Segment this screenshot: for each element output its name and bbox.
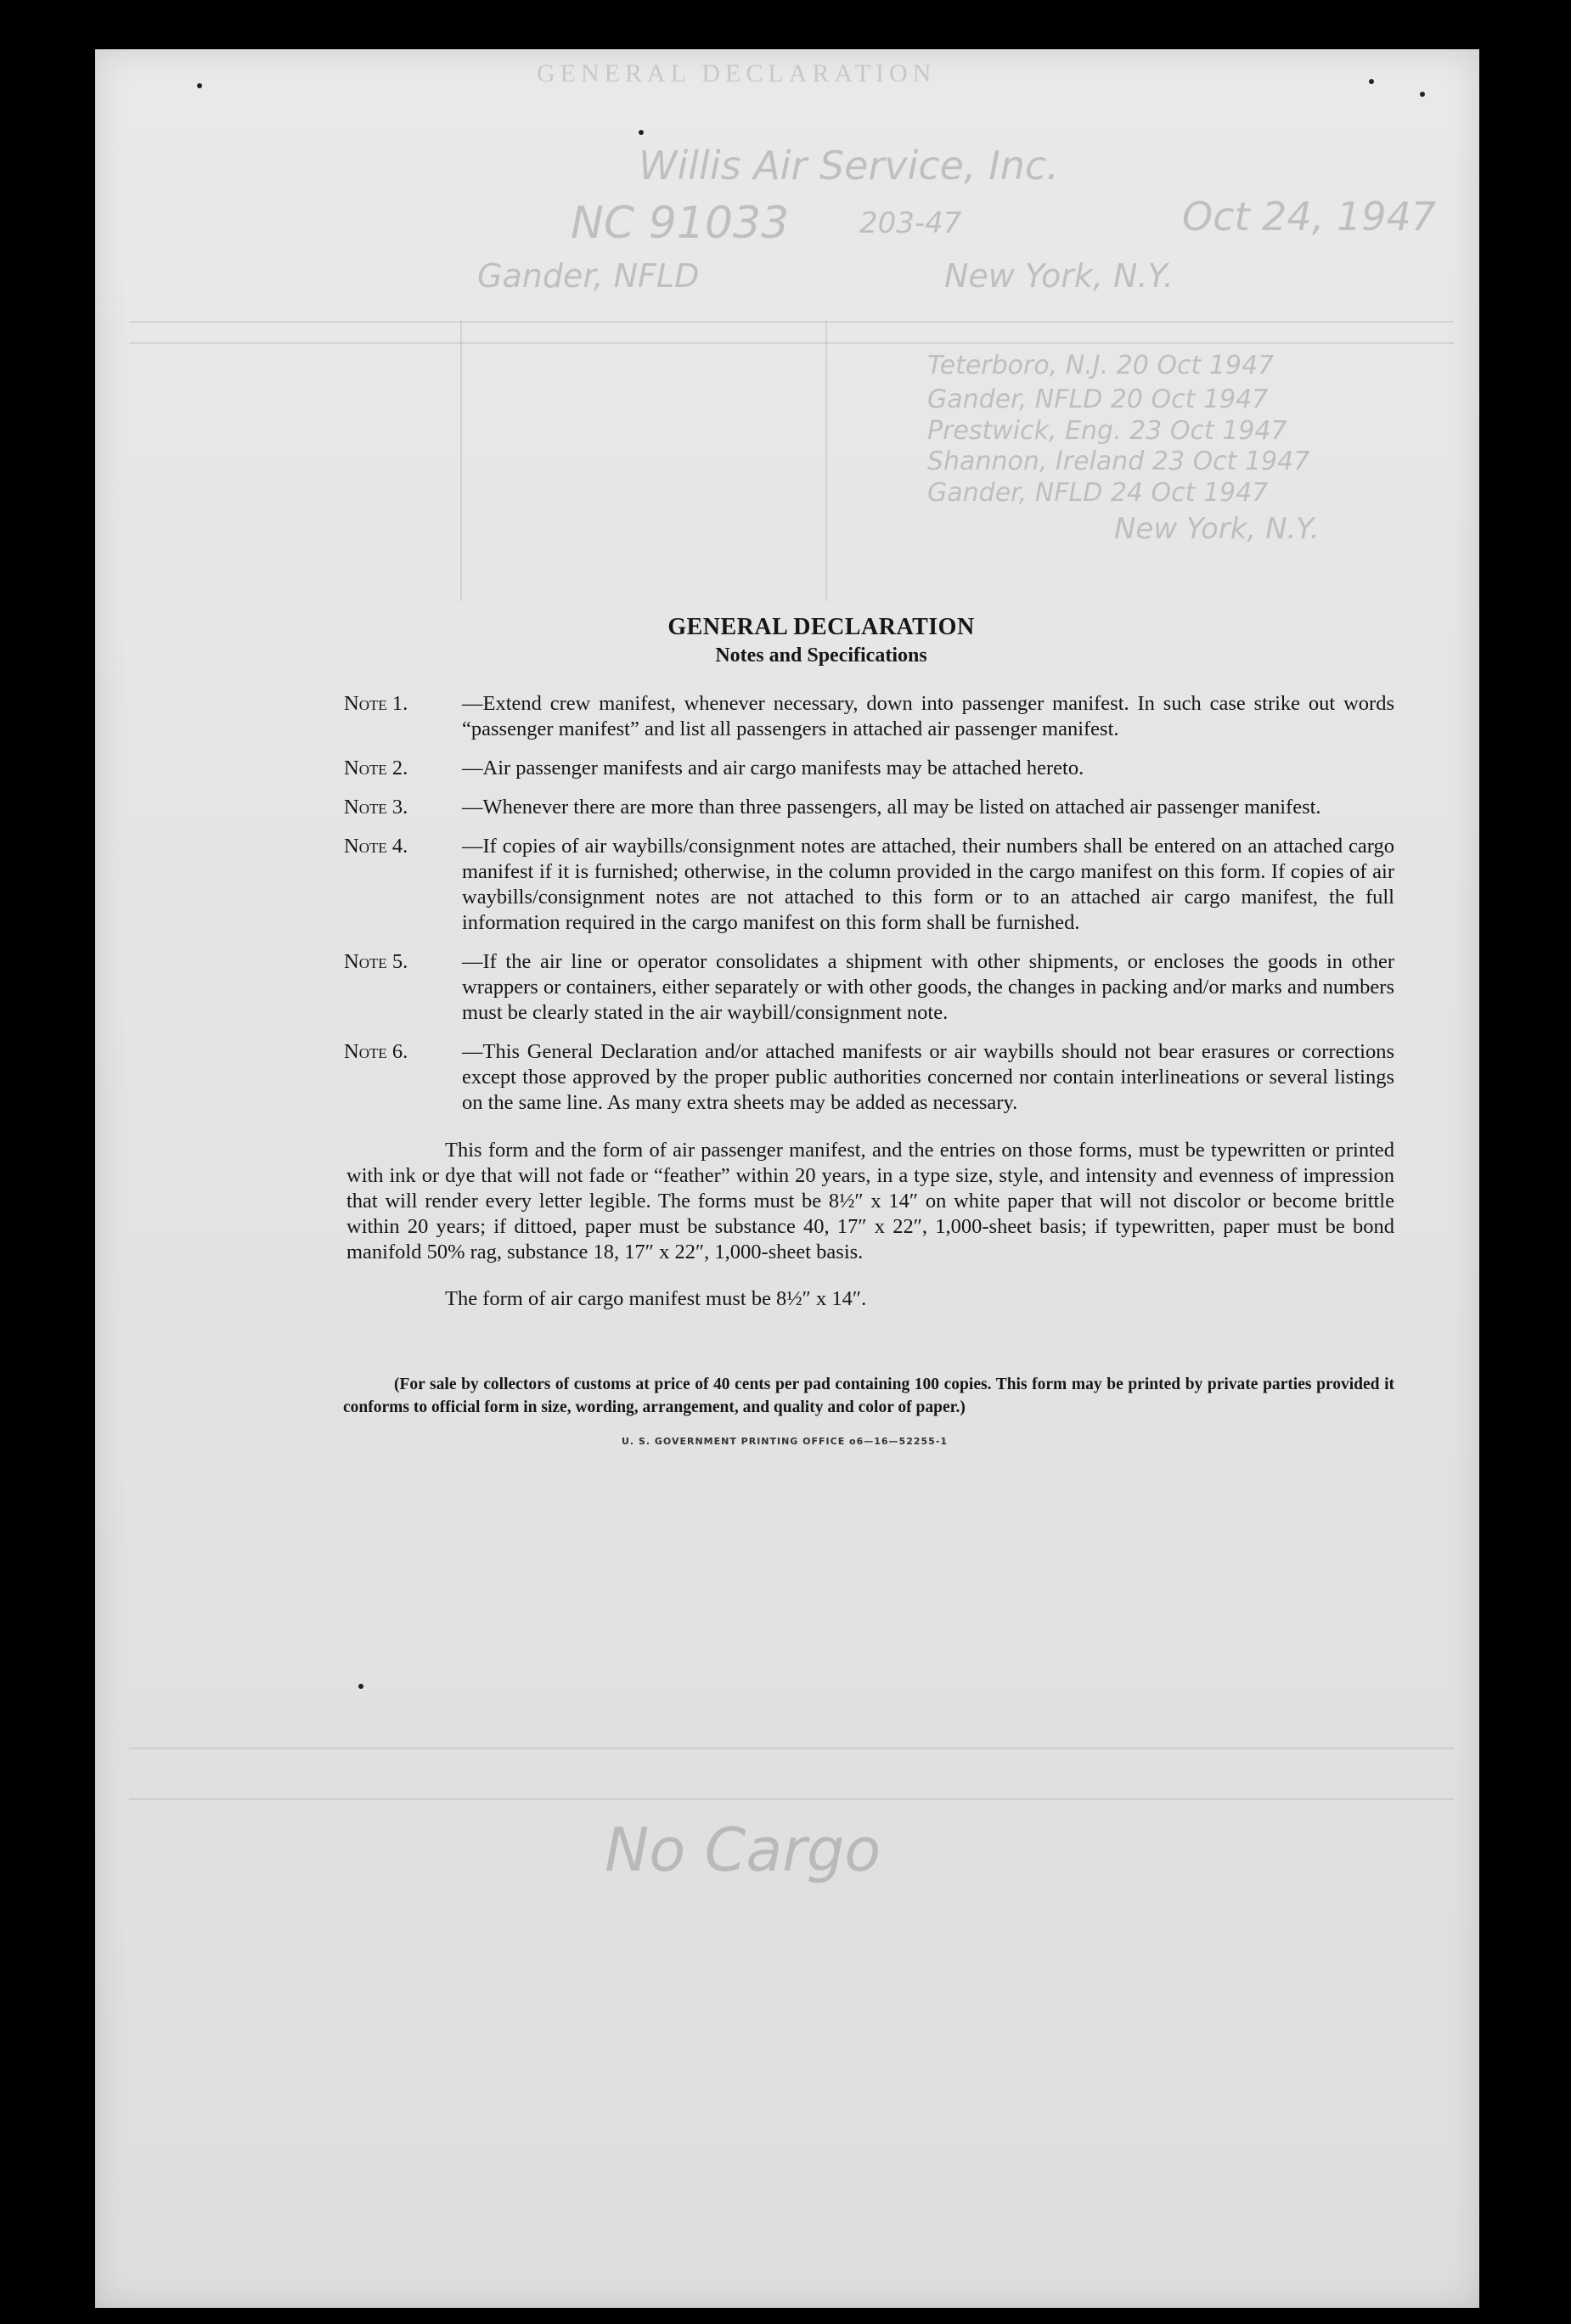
bleed-through-itinerary: Shannon, Ireland 23 Oct 1947 (927, 447, 1310, 476)
note-label: Note 5. (344, 950, 408, 973)
note-text: —Whenever there are more than three passengers, all may be listed on attached air passenger manifest. (462, 796, 1321, 819)
bleed-through-line: Oct 24, 1947 (1182, 194, 1436, 239)
bleed-through-signature: No Cargo (605, 1815, 881, 1885)
bleed-through-rule (129, 1798, 1454, 1800)
note-6 (248, 1039, 1394, 1116)
bleed-through-itinerary: Gander, NFLD 20 Oct 1947 (927, 385, 1269, 414)
note-text: —This General Declaration and/or attached manifests or air waybills should not bear erasures or corrections except those approved by the proper public authorities concerned nor contain interlineations or several listings on the same line. As many extra sheets may be added as necessary. (462, 1040, 1394, 1114)
bleed-through-rule (460, 321, 462, 601)
speck (197, 83, 202, 88)
bleed-through-line: Gander, NFLD (477, 257, 700, 295)
bleed-through-itinerary: New York, N.Y. (1114, 512, 1320, 546)
bleed-through-line: NC 91033 (571, 198, 790, 249)
speck (358, 1684, 363, 1689)
note-label: Note 1. (344, 692, 408, 715)
note-1 (248, 691, 1394, 742)
notes-section (248, 614, 1394, 1456)
bleed-through-rule (129, 342, 1454, 344)
note-text: —If copies of air waybills/consignment notes are attached, their numbers shall be entered on an attached cargo manifest if it is furnished; otherwise, in the column provided in the cargo manifest on this form. If copies of air waybills/consignment notes are not attached to this form or to an attached air cargo manifest, the full information required in the cargo manifest on this form shall be furnished. (462, 835, 1394, 934)
bleed-through-itinerary: Teterboro, N.J. 20 Oct 1947 (927, 351, 1275, 380)
bleed-through-itinerary: Gander, NFLD 24 Oct 1947 (927, 478, 1269, 508)
bleed-through-itinerary: Prestwick, Eng. 23 Oct 1947 (927, 416, 1287, 446)
note-label: Note 6. (344, 1040, 408, 1063)
bleed-through-line: Willis Air Service, Inc. (639, 143, 1059, 189)
sale-notice: (For sale by collectors of customs at price of 40 cents per pad containing 100 copies. This form may be printed by private parties provided it conforms to official form in size, wording, arrangement, and quality and color of paper.) (343, 1375, 1394, 1416)
speck (1420, 92, 1425, 97)
bleed-through-line: New York, N.Y. (944, 257, 1174, 295)
document-page (95, 49, 1479, 2308)
bleed-through-line: 203-47 (859, 206, 962, 240)
note-3 (248, 795, 1394, 820)
speck (1369, 79, 1374, 84)
note-label: Note 2. (344, 757, 408, 779)
bleed-through-rule (825, 321, 827, 601)
note-2 (248, 756, 1394, 781)
page-subtitle: Notes and Specifications (715, 644, 927, 667)
bleed-through-rule (129, 1747, 1454, 1749)
bleed-through-rule (129, 321, 1454, 323)
note-text: —Extend crew manifest, whenever necessary, down into passenger manifest. In such case strike out words “passenger manifest” and list all passengers in attached air passenger manifest. (462, 692, 1394, 740)
bleed-through-header: GENERAL DECLARATION (537, 59, 937, 87)
note-text: —Air passenger manifests and air cargo manifests may be attached hereto. (462, 757, 1084, 779)
note-label: Note 4. (344, 835, 408, 858)
cargo-manifest-size-line: The form of air cargo manifest must be 8½″ x 14″. (445, 1286, 867, 1310)
speck (639, 130, 644, 135)
page-title: GENERAL DECLARATION (667, 614, 975, 640)
note-5 (248, 949, 1394, 1026)
note-label: Note 3. (344, 796, 408, 819)
note-4 (248, 834, 1394, 936)
form-specification-paragraph: This form and the form of air passenger manifest, and the entries on those forms, must be typewritten or printed with ink or dye that will not fade or “feather” within 20 years, in a type size, style, and intensity and evenness of impression that will render every letter legible. The forms must be 8½″ x 14″ on white paper that will not discolor or become brittle within 20 years; if dittoed, paper must be substance 40, 17″ x 22″, 1,000-sheet basis; if typewritten, paper must be bond manifold 50% rag, substance 18, 17″ x 22″, 1,000-sheet basis. (346, 1139, 1394, 1263)
printer-imprint: U. S. GOVERNMENT PRINTING OFFICE o6—16—52255-1 (622, 1435, 949, 1447)
note-text: —If the air line or operator consolidates a shipment with other shipments, or encloses the goods in other wrappers or containers, either separately or with other goods, the changes in packing and/or marks and numbers must be clearly stated in the air waybill/consignment note. (462, 950, 1394, 1024)
